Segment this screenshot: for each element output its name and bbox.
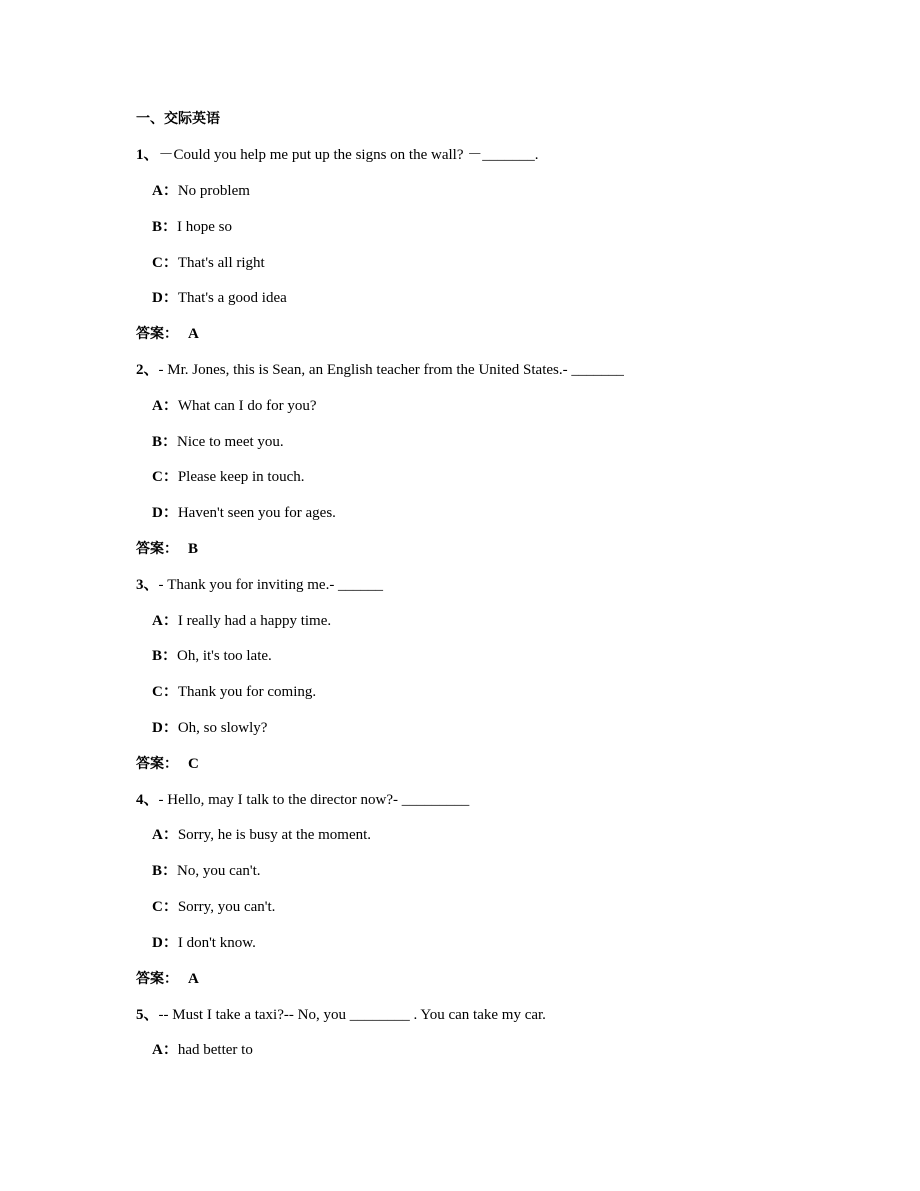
- option-text: Please keep in touch.: [177, 469, 305, 485]
- option-text: What can I do for you?: [177, 398, 317, 414]
- question-number: 1、: [136, 147, 159, 163]
- option-text: had better to: [177, 1042, 253, 1058]
- option-text: That's a good idea: [177, 290, 287, 306]
- question-number: 2、: [136, 362, 159, 378]
- option-letter: D：: [152, 720, 178, 736]
- answer-label: 答案：: [136, 971, 178, 987]
- option-text: Haven't seen you for ages.: [177, 505, 336, 521]
- question-number: 3、: [136, 577, 159, 593]
- question-text: - Mr. Jones, this is Sean, an English teacher from the United States.- _______: [158, 362, 624, 378]
- question-2: [136, 360, 624, 380]
- question-5: [136, 1005, 546, 1025]
- option-letter: B：: [152, 863, 178, 879]
- option-letter: B：: [152, 434, 178, 450]
- option-text: That's all right: [177, 255, 265, 271]
- question-3: [136, 575, 383, 595]
- option-text: I really had a happy time.: [177, 613, 332, 629]
- answer-label: 答案：: [136, 326, 178, 342]
- option-letter: B：: [152, 648, 178, 664]
- option-letter: D：: [152, 290, 178, 306]
- question-3-option-b: [152, 646, 272, 666]
- question-2-option-d: [152, 503, 336, 523]
- question-number: 4、: [136, 792, 159, 808]
- question-text: - Thank you for inviting me.- ______: [158, 577, 384, 593]
- option-letter: C：: [152, 469, 178, 485]
- option-letter: A：: [152, 1042, 178, 1058]
- option-letter: A：: [152, 183, 178, 199]
- section-title: 一、交际英语: [136, 111, 220, 127]
- option-letter: A：: [152, 398, 178, 414]
- option-text: Oh, so slowly?: [177, 720, 268, 736]
- answer-label: 答案：: [136, 541, 178, 557]
- option-letter: D：: [152, 935, 178, 951]
- answer-label: 答案：: [136, 756, 178, 772]
- question-text: -- Must I take a taxi?-- No, you ________ . You can take my car.: [158, 1007, 546, 1023]
- answer-value: B: [188, 541, 199, 557]
- question-1: [136, 145, 538, 165]
- question-4-option-a: [152, 825, 371, 845]
- option-letter: D：: [152, 505, 178, 521]
- option-text: I hope so: [177, 219, 233, 235]
- answer-value: A: [188, 326, 199, 342]
- option-letter: C：: [152, 684, 178, 700]
- question-1-option-b: [152, 217, 232, 237]
- option-text: Thank you for coming.: [177, 684, 317, 700]
- option-text: No problem: [177, 183, 250, 199]
- question-4-option-c: [152, 897, 275, 917]
- question-2-option-c: [152, 467, 304, 487]
- question-2-option-b: [152, 432, 284, 452]
- question-1-option-d: [152, 288, 287, 308]
- question-3-option-c: [152, 682, 316, 702]
- option-letter: B：: [152, 219, 178, 235]
- question-1-option-c: [152, 253, 265, 273]
- option-letter: A：: [152, 827, 178, 843]
- question-1-option-a: [152, 181, 250, 201]
- option-text: Sorry, you can't.: [177, 899, 276, 915]
- question-1-answer: [136, 324, 199, 344]
- option-text: Oh, it's too late.: [177, 648, 272, 664]
- option-letter: C：: [152, 899, 178, 915]
- question-3-option-d: [152, 718, 267, 738]
- question-4-option-b: [152, 861, 261, 881]
- question-2-answer: [136, 539, 198, 559]
- question-3-option-a: [152, 611, 331, 631]
- option-text: Nice to meet you.: [177, 434, 284, 450]
- question-4: [136, 790, 469, 810]
- option-letter: A：: [152, 613, 178, 629]
- option-text: Sorry, he is busy at the moment.: [177, 827, 372, 843]
- answer-value: A: [188, 971, 199, 987]
- question-number: 5、: [136, 1007, 159, 1023]
- question-2-option-a: [152, 396, 317, 416]
- question-text: - Hello, may I talk to the director now?- _________: [158, 792, 470, 808]
- question-4-option-d: [152, 933, 256, 953]
- question-3-answer: [136, 754, 199, 774]
- option-text: No, you can't.: [177, 863, 261, 879]
- answer-value: C: [188, 756, 199, 772]
- option-text: I don't know.: [177, 935, 256, 951]
- question-4-answer: [136, 969, 199, 989]
- option-letter: C：: [152, 255, 178, 271]
- question-text: －Could you help me put up the signs on the wall? －_______.: [158, 147, 539, 163]
- question-5-option-a: [152, 1040, 253, 1060]
